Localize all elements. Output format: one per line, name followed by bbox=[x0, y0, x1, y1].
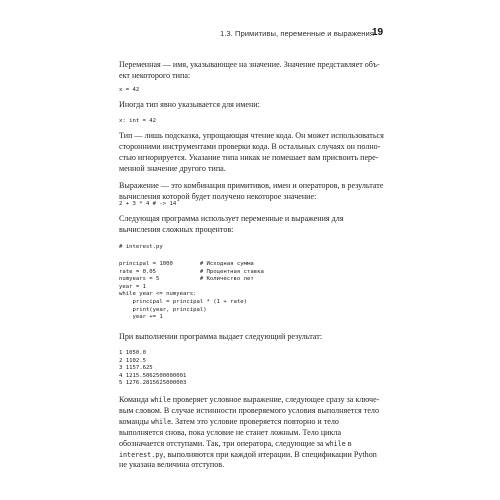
paragraph-type-hint-explanation: Тип — лишь подсказка, упрощающая чтение кода. Он может использоваться сторонними инструментами проверки кода. В остальных случаях он полно-стью игнорируется. Указание типа никак не помешает вам присвоить пере-менной значение другого типа. bbox=[119, 131, 384, 173]
paragraph-while-explanation bbox=[119, 395, 384, 471]
paragraph-type-hint-intro: Иногда тип явно указывается для имени: bbox=[119, 100, 260, 109]
inline-code-while: while bbox=[150, 417, 172, 426]
inline-code-while: while bbox=[325, 439, 346, 448]
code-interest-program: principal = 1000 # Исходная сумма rate = 0.05 # Процентная ставка numyears = 5 # Количество лет year = 1 while year <= numyears: principal = principal * (1 + rate) print(year, principal) year += 1 bbox=[119, 261, 264, 321]
code-assign-example: x = 42 bbox=[119, 87, 140, 93]
text-segment: . Затем это условие проверяется повторно и тело выполняется снова, пока условие не станет ложным. Тело цикла обозначается отступами. Так, три оператора, следующие за bbox=[119, 416, 342, 448]
paragraph-program-intro: Следующая программа использует переменные и выражения для вычисления сложных процентов: bbox=[119, 214, 344, 234]
paragraph-expression-definition: Выражение — это комбинация примитивов, имен и операторов, в результате вычисления которой будет получено некоторое значение: bbox=[119, 181, 384, 201]
text-segment: в bbox=[345, 438, 352, 448]
code-filename-comment: # interest.py bbox=[119, 244, 163, 250]
code-expression-example: 2 + 3 * 4 # -> 14 bbox=[119, 201, 177, 207]
code-program-output: 1 1050.0 2 1102.5 3 1157.625 4 1215.5062500000001 5 1276.2815625000003 bbox=[119, 350, 187, 387]
text-segment: проверяет условное выражение, следующее сразу за ключе-вым словом. В случае истинности проверяемого условия выполняется тело команды bbox=[119, 395, 380, 426]
page-number: 19 bbox=[372, 27, 384, 38]
paragraph-variable-definition: Переменная — имя, указывающее на значение. Значение представляет объ-ект некоторого типа: bbox=[119, 60, 380, 80]
inline-code-while: while bbox=[150, 396, 171, 404]
paragraph-output-intro: При выполнении программа выдает следующий результат: bbox=[119, 332, 322, 341]
text-segment: , выполняются при каждой итерации. В спецификации Python не указана величина отступов. bbox=[119, 449, 377, 470]
code-type-hint-example: x: int = 42 bbox=[119, 118, 157, 124]
text-segment: Команда bbox=[119, 395, 151, 404]
inline-code-filename: interest.py bbox=[119, 450, 164, 459]
running-head: 1.3. Примитивы, переменные и выражения bbox=[219, 29, 374, 38]
